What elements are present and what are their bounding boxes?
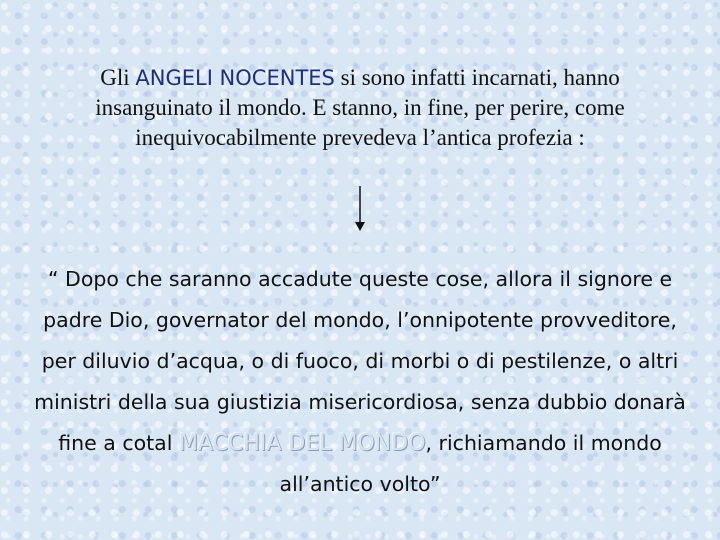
intro-highlight: ANGELI NOCENTES	[135, 66, 335, 90]
intro-text-start: Gli	[100, 65, 136, 90]
quote-text-start: “ Dopo che saranno accadute queste cose, allora il signore e padre Dio, governator del mondo, l’onnipotente provveditore, per diluvio d’acqua, o di fuoco, di morbi o di pestilenze, o altri ministri della sua giustizia misericordiosa, senza dubbio donarà fine a cotal	[34, 266, 686, 455]
quote-text-end: , richiamando il mondo all’antico volto”	[279, 430, 662, 496]
quote-highlight: MACCHIA DEL MONDO	[178, 430, 426, 456]
intro-paragraph	[40, 63, 680, 153]
down-arrow-icon	[353, 186, 367, 232]
quote-paragraph	[30, 259, 690, 505]
intro-text-end: si sono infatti incarnati, hanno insanguinato il mondo. E stanno, in fine, per perire, come inequivocabilmente prevedeva l’antica profezia :	[95, 65, 625, 150]
